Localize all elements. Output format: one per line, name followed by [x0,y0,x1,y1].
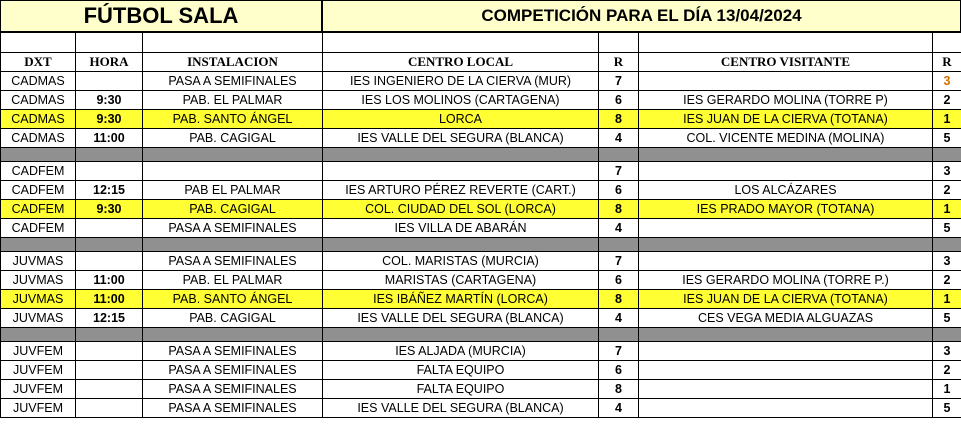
column-header-instalacion: INSTALACION [143,53,323,72]
cell-instalacion: PASA A SEMIFINALES [143,342,323,361]
cell-visitante [639,219,933,238]
table-row [1,91,961,110]
cell-visitante: IES GERARDO MOLINA (TORRE P.) [639,271,933,290]
cell-instalacion: PASA A SEMIFINALES [143,361,323,380]
table-row [1,380,961,399]
table-row [1,361,961,380]
cell-visitante [639,252,933,271]
cell-local: IES ALJADA (MURCIA) [323,342,599,361]
cell-visitante: IES JUAN DE LA CIERVA (TOTANA) [639,290,933,309]
cell-hora: 11:00 [76,129,143,148]
cell-dxt: JUVMAS [1,309,76,328]
cell-result-local: 7 [599,342,639,361]
cell-local: IES INGENIERO DE LA CIERVA (MUR) [323,72,599,91]
cell-visitante [639,72,933,91]
cell-instalacion: PAB. EL PALMAR [143,271,323,290]
cell-result-visitante: 2 [933,181,961,200]
cell-hora: 9:30 [76,91,143,110]
cell-dxt: JUVFEM [1,361,76,380]
cell-visitante [639,342,933,361]
group-separator [1,238,961,252]
cell-instalacion [143,162,323,181]
cell-dxt: CADMAS [1,72,76,91]
cell-dxt: JUVMAS [1,252,76,271]
cell-visitante: IES JUAN DE LA CIERVA (TOTANA) [639,110,933,129]
cell-local [323,162,599,181]
cell-dxt: JUVMAS [1,290,76,309]
cell-result-visitante: 2 [933,91,961,110]
cell-visitante [639,162,933,181]
cell-result-local: 8 [599,290,639,309]
cell-dxt: JUVFEM [1,380,76,399]
cell-hora [76,342,143,361]
cell-result-local: 7 [599,162,639,181]
cell-local: IES ARTURO PÉREZ REVERTE (CART.) [323,181,599,200]
cell-hora: 11:00 [76,271,143,290]
cell-hora: 12:15 [76,181,143,200]
cell-hora [76,72,143,91]
cell-hora [76,219,143,238]
cell-instalacion: PAB. SANTO ÁNGEL [143,110,323,129]
table-row [1,200,961,219]
cell-dxt: CADFEM [1,181,76,200]
cell-instalacion: PASA A SEMIFINALES [143,219,323,238]
table-row [1,129,961,148]
cell-hora: 11:00 [76,290,143,309]
cell-result-local: 7 [599,252,639,271]
group-separator [1,148,961,162]
header-row [1,53,961,72]
cell-result-local: 4 [599,399,639,418]
cell-dxt: CADMAS [1,91,76,110]
header-banner [0,0,961,32]
cell-hora [76,162,143,181]
spacer-row [1,33,961,53]
cell-visitante: LOS ALCÁZARES [639,181,933,200]
cell-hora: 12:15 [76,309,143,328]
cell-hora [76,399,143,418]
cell-result-local: 8 [599,380,639,399]
cell-local: LORCA [323,110,599,129]
schedule-table [0,32,961,418]
cell-dxt: JUVFEM [1,342,76,361]
table-row [1,290,961,309]
table-row [1,271,961,290]
cell-dxt: CADFEM [1,219,76,238]
cell-hora [76,252,143,271]
table-row [1,342,961,361]
cell-instalacion: PAB. EL PALMAR [143,91,323,110]
column-header-result-local: R [599,53,639,72]
cell-dxt: CADMAS [1,129,76,148]
cell-instalacion: PAB. CAGIGAL [143,129,323,148]
cell-hora [76,380,143,399]
cell-result-local: 8 [599,110,639,129]
cell-local: MARISTAS (CARTAGENA) [323,271,599,290]
cell-result-local: 4 [599,219,639,238]
cell-result-local: 4 [599,309,639,328]
cell-result-visitante: 3 [933,72,961,91]
cell-result-visitante: 2 [933,361,961,380]
cell-result-local: 6 [599,91,639,110]
cell-result-visitante: 3 [933,342,961,361]
cell-dxt: JUVMAS [1,271,76,290]
cell-dxt: JUVFEM [1,399,76,418]
cell-dxt: CADFEM [1,162,76,181]
cell-result-visitante: 2 [933,271,961,290]
cell-result-visitante: 5 [933,399,961,418]
cell-instalacion: PAB. SANTO ÁNGEL [143,290,323,309]
cell-result-visitante: 3 [933,162,961,181]
cell-result-visitante: 5 [933,129,961,148]
cell-result-local: 7 [599,72,639,91]
cell-hora [76,361,143,380]
cell-instalacion: PAB EL PALMAR [143,181,323,200]
cell-hora: 9:30 [76,200,143,219]
cell-local: IES VILLA DE ABARÁN [323,219,599,238]
cell-instalacion: PAB. CAGIGAL [143,309,323,328]
cell-visitante [639,399,933,418]
cell-result-local: 8 [599,200,639,219]
cell-local: IES LOS MOLINOS (CARTAGENA) [323,91,599,110]
cell-result-local: 6 [599,361,639,380]
cell-instalacion: PASA A SEMIFINALES [143,399,323,418]
table-row [1,309,961,328]
cell-local: IES IBÁÑEZ MARTÍN (LORCA) [323,290,599,309]
cell-local: COL. MARISTAS (MURCIA) [323,252,599,271]
cell-visitante: COL. VICENTE MEDINA (MOLINA) [639,129,933,148]
cell-result-visitante: 5 [933,309,961,328]
table-row [1,219,961,238]
cell-local: FALTA EQUIPO [323,361,599,380]
cell-instalacion: PASA A SEMIFINALES [143,380,323,399]
cell-result-visitante: 1 [933,380,961,399]
cell-visitante: IES GERARDO MOLINA (TORRE P) [639,91,933,110]
table-row [1,252,961,271]
cell-result-visitante: 3 [933,252,961,271]
table-row [1,162,961,181]
table-row [1,399,961,418]
column-header-visitante: CENTRO VISITANTE [639,53,933,72]
cell-local: COL. CIUDAD DEL SOL (LORCA) [323,200,599,219]
cell-local: IES VALLE DEL SEGURA (BLANCA) [323,399,599,418]
column-header-dxt: DXT [1,53,76,72]
cell-result-visitante: 1 [933,290,961,309]
sport-title: FÚTBOL SALA [0,0,322,32]
column-header-local: CENTRO LOCAL [323,53,599,72]
cell-local: IES VALLE DEL SEGURA (BLANCA) [323,129,599,148]
column-header-hora: HORA [76,53,143,72]
table-row [1,181,961,200]
cell-visitante: CES VEGA MEDIA ALGUAZAS [639,309,933,328]
competition-title: COMPETICIÓN PARA EL DÍA 13/04/2024 [322,0,961,32]
cell-visitante [639,361,933,380]
cell-result-visitante: 5 [933,219,961,238]
cell-result-visitante: 1 [933,110,961,129]
cell-visitante: IES PRADO MAYOR (TOTANA) [639,200,933,219]
cell-result-local: 4 [599,129,639,148]
cell-result-local: 6 [599,271,639,290]
cell-instalacion: PAB. CAGIGAL [143,200,323,219]
cell-visitante [639,380,933,399]
cell-local: IES VALLE DEL SEGURA (BLANCA) [323,309,599,328]
cell-instalacion: PASA A SEMIFINALES [143,252,323,271]
cell-local: FALTA EQUIPO [323,380,599,399]
cell-dxt: CADFEM [1,200,76,219]
column-header-result-visitante: R [933,53,961,72]
cell-dxt: CADMAS [1,110,76,129]
cell-result-local: 6 [599,181,639,200]
cell-instalacion: PASA A SEMIFINALES [143,72,323,91]
group-separator [1,328,961,342]
table-row [1,72,961,91]
cell-result-visitante: 1 [933,200,961,219]
table-row [1,110,961,129]
cell-hora: 9:30 [76,110,143,129]
